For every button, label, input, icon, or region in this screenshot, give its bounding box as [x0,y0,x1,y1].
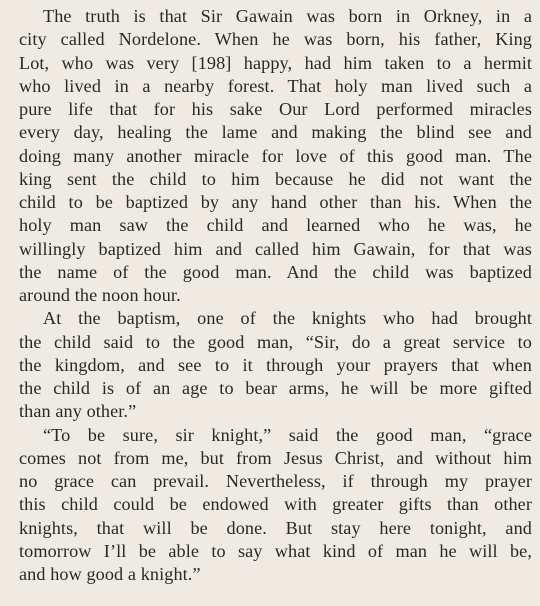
text-line: this child could be endowed with greater gifts than other [19,494,532,515]
text-line: The truth is that Sir Gawain was born in Orkney, in a [43,6,532,26]
paragraph-2 [19,307,532,423]
text-line: tomorrow I’ll be able to say what kind of man he will be, [19,540,532,561]
text-line: city called Nordelone. When he was born, his father, King [19,29,532,50]
text-line: holy man saw the child and learned who he was, he [19,215,532,236]
text-line: around the noon hour. [19,285,181,305]
text-line: every day, healing the lame and making the blind see and [19,122,532,143]
text-line: willingly baptized him and called him Gawain, for that was [19,238,532,259]
text-line: king sent the child to him because he did not want the [19,168,532,189]
text-line: no grace can prevail. Nevertheless, if through my prayer [19,471,532,491]
paragraph-1 [19,5,532,307]
text-line: Lot, who was very [198] happy, had him taken to a hermit [19,52,532,73]
text-line: “To be sure, sir knight,” said the good man, “grace [43,424,532,445]
text-line: the child is of an age to bear arms, he will be more gifted [19,378,532,398]
text-line: doing many another miracle for love of this good man. The [19,145,532,166]
text-line: who lived in a nearby forest. That holy man lived such a [19,75,532,96]
text-line: child to be baptized by any hand other than his. When the [19,192,532,212]
text-line: knights, that will be done. But stay here tonight, and [19,517,532,538]
text-line: the name of the good man. And the child was baptized [19,261,532,282]
paragraph-3 [19,424,532,587]
text-line: the kingdom, and see to it through your prayers that when [19,354,532,375]
text-line: comes not from me, but from Jesus Christ, and without him [19,447,532,468]
text-line: the child said to the good man, “Sir, do a great service to [19,331,532,352]
text-line: and how good a knight.” [19,564,201,584]
text-line: than any other.” [19,401,137,422]
text-line: At the baptism, one of the knights who had brought [43,308,532,329]
text-line: pure life that for his sake Our Lord performed miracles [19,99,532,119]
